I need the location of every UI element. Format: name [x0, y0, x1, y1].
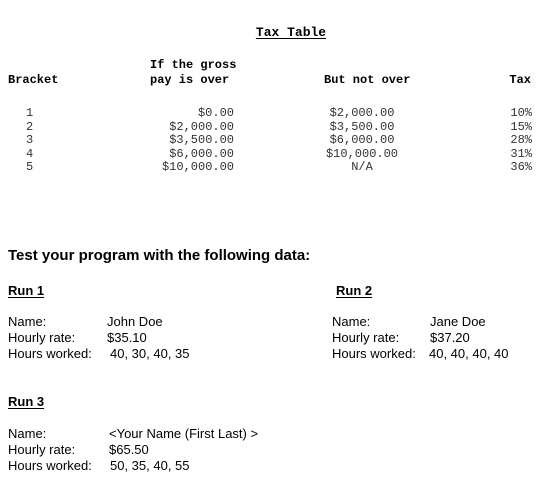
tax-rate-cell: 31% [510, 146, 532, 161]
tax-rate-cell: 15% [510, 119, 532, 134]
hourly-rate-label: Hourly rate: [8, 442, 76, 457]
name-label: Name: [8, 426, 47, 441]
bracket-cell: 3 [26, 133, 34, 147]
tax-rate-column [490, 107, 532, 175]
bracket-cell: 1 [26, 106, 34, 120]
bracket-cell: 2 [26, 119, 34, 134]
name-value: <Your Name (First Last) > [109, 426, 259, 441]
not-over-cell: N/A [351, 160, 373, 174]
hourly-rate-value: $65.50 [109, 442, 149, 457]
hours-worked-value: 50, 35, 40, 55 [110, 458, 190, 473]
tax-rate-cell: 10% [510, 106, 532, 120]
header-tax: Tax [509, 73, 531, 87]
hours-worked-label: Hours worked: [8, 458, 92, 473]
gross-over-cell: $0.00 [197, 106, 234, 120]
hours-worked-label: Hours worked: [332, 346, 416, 361]
tax-rate-cell: 28% [510, 133, 532, 147]
gross-over-cell: $3,500.00 [169, 133, 234, 147]
name-value: John Doe [107, 314, 163, 329]
gross-over-cell: $6,000.00 [169, 146, 234, 161]
run-3-title: Run 3 [8, 394, 45, 409]
hourly-rate-row [8, 442, 308, 458]
bracket-cell: 5 [26, 160, 34, 174]
name-label: Name: [332, 314, 371, 329]
hours-worked-value: 40, 40, 40, 40 [429, 346, 509, 361]
tax-table-title: Tax Table [255, 25, 327, 40]
hours-worked-row [332, 346, 554, 362]
run-1-details [8, 314, 228, 362]
not-over-column [310, 107, 414, 175]
tax-rate-cell: 36% [510, 160, 532, 174]
gross-over-cell: $10,000.00 [161, 160, 234, 174]
header-bracket: Bracket [8, 73, 59, 87]
header-gross-pay-line1: If the gross [150, 58, 237, 72]
test-data-heading: Test your program with the following data: [8, 247, 311, 264]
hours-worked-label: Hours worked: [8, 346, 92, 361]
gross-over-cell: $2,000.00 [169, 119, 234, 134]
hours-worked-row [8, 346, 228, 362]
hours-worked-value: 40, 30, 40, 35 [110, 346, 190, 361]
name-label: Name: [8, 314, 47, 329]
hourly-rate-label: Hourly rate: [8, 330, 76, 345]
run-3-details [8, 426, 308, 474]
run-2-details [332, 314, 554, 362]
bracket-cell: 4 [26, 146, 34, 161]
hourly-rate-label: Hourly rate: [332, 330, 400, 345]
hourly-rate-value: $37.20 [430, 330, 470, 345]
not-over-cell: $6,000.00 [329, 133, 395, 147]
hours-worked-row [8, 458, 308, 474]
hourly-rate-value: $35.10 [107, 330, 147, 345]
gross-over-column [150, 107, 234, 175]
header-gross-pay-line2: pay is over [150, 73, 230, 87]
name-row [8, 314, 228, 330]
not-over-cell: $3,500.00 [329, 119, 395, 134]
header-not-over: But not over [324, 73, 411, 87]
header-gross-pay [150, 58, 236, 88]
name-row [8, 426, 308, 442]
not-over-cell: $2,000.00 [329, 106, 395, 120]
run-2-title: Run 2 [336, 283, 373, 298]
bracket-column [26, 107, 33, 175]
not-over-cell: $10,000.00 [325, 146, 398, 161]
hourly-rate-row [332, 330, 554, 346]
run-1-title: Run 1 [8, 283, 45, 298]
name-value: Jane Doe [430, 314, 486, 329]
name-row [332, 314, 554, 330]
hourly-rate-row [8, 330, 228, 346]
